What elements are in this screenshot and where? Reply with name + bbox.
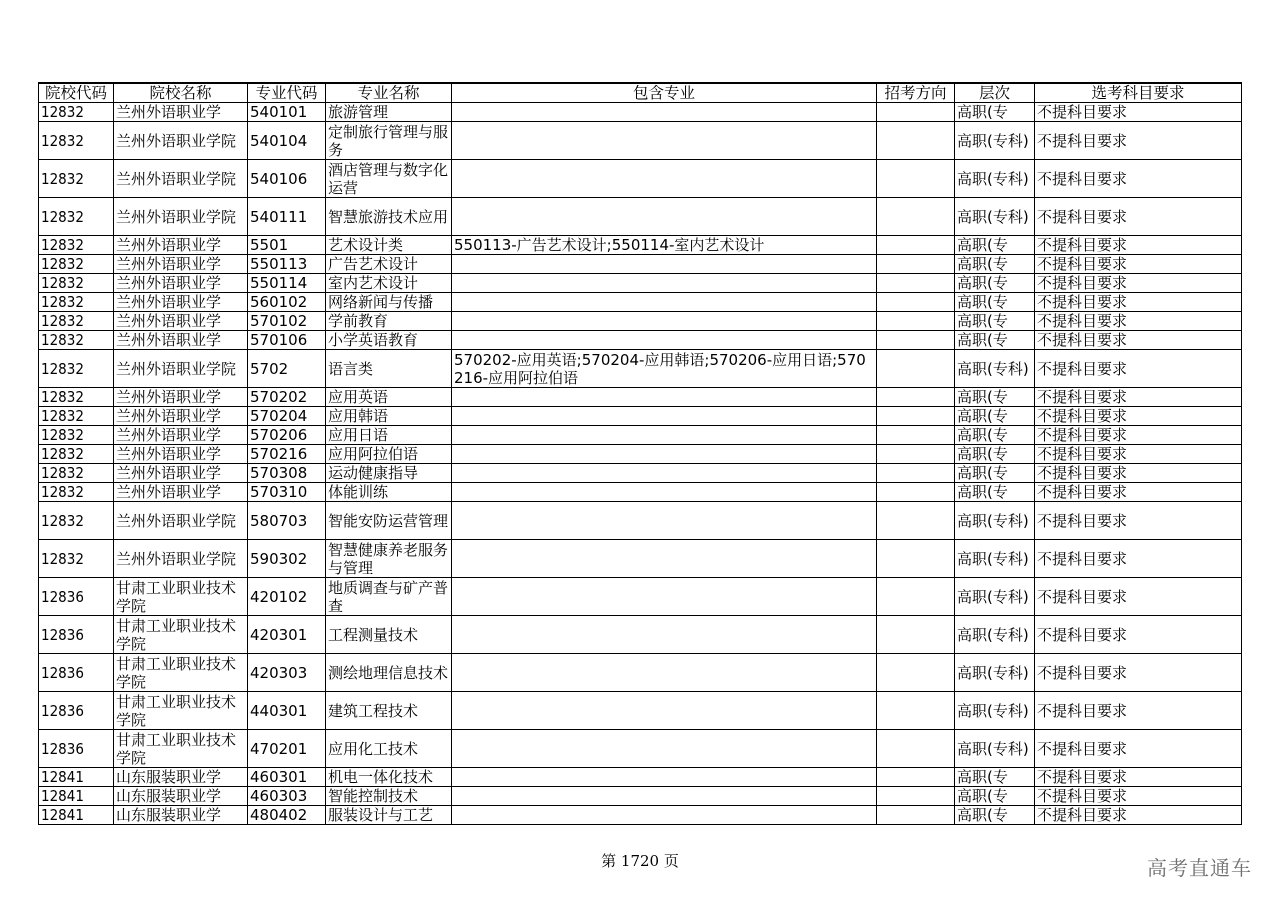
cell-subject-requirement: 不提科目要求	[1035, 502, 1242, 540]
cell-school-code: 12832	[39, 388, 114, 407]
table-row	[39, 255, 1242, 274]
cell-direction	[877, 331, 955, 350]
table-row	[39, 730, 1242, 768]
table-row	[39, 578, 1242, 616]
cell-subject-requirement: 不提科目要求	[1035, 236, 1242, 255]
cell-school-name: 甘肃工业职业技术学院	[114, 730, 248, 768]
cell-included-majors	[452, 198, 877, 236]
cell-major-code: 420301	[248, 616, 326, 654]
cell-major-name: 体能训练	[326, 483, 452, 502]
table-row	[39, 445, 1242, 464]
cell-level: 高职(专	[955, 483, 1035, 502]
table-row	[39, 293, 1242, 312]
table-row	[39, 274, 1242, 293]
table-row	[39, 654, 1242, 692]
cell-direction	[877, 274, 955, 293]
cell-major-code: 590302	[248, 540, 326, 578]
cell-level: 高职(专科)	[955, 616, 1035, 654]
cell-major-code: 540104	[248, 122, 326, 160]
cell-level: 高职(专	[955, 464, 1035, 483]
cell-included-majors	[452, 787, 877, 806]
cell-subject-requirement: 不提科目要求	[1035, 198, 1242, 236]
table-header-row	[39, 83, 1242, 103]
table-row	[39, 616, 1242, 654]
table-row	[39, 198, 1242, 236]
cell-level: 高职(专科)	[955, 730, 1035, 768]
cell-school-name: 兰州外语职业学	[114, 103, 248, 122]
cell-major-code: 420303	[248, 654, 326, 692]
cell-school-code: 12841	[39, 787, 114, 806]
table-row	[39, 388, 1242, 407]
cell-major-code: 480402	[248, 806, 326, 825]
cell-included-majors	[452, 255, 877, 274]
cell-major-code: 540106	[248, 160, 326, 198]
cell-school-name: 兰州外语职业学	[114, 407, 248, 426]
watermark-logo-text: 高考直通车	[1147, 856, 1252, 880]
cell-included-majors	[452, 407, 877, 426]
header-subject-requirement: 选考科目要求	[1035, 83, 1242, 103]
cell-subject-requirement: 不提科目要求	[1035, 331, 1242, 350]
cell-subject-requirement: 不提科目要求	[1035, 464, 1242, 483]
cell-level: 高职(专科)	[955, 122, 1035, 160]
cell-major-name: 旅游管理	[326, 103, 452, 122]
cell-school-name: 兰州外语职业学	[114, 388, 248, 407]
cell-direction	[877, 198, 955, 236]
cell-major-code: 540101	[248, 103, 326, 122]
cell-major-code: 550113	[248, 255, 326, 274]
cell-included-majors	[452, 464, 877, 483]
cell-school-code: 12836	[39, 730, 114, 768]
cell-direction	[877, 236, 955, 255]
cell-major-name: 学前教育	[326, 312, 452, 331]
cell-subject-requirement: 不提科目要求	[1035, 350, 1242, 388]
cell-level: 高职(专	[955, 312, 1035, 331]
table-row	[39, 350, 1242, 388]
cell-school-name: 兰州外语职业学院	[114, 198, 248, 236]
table-row	[39, 160, 1242, 198]
cell-school-code: 12832	[39, 312, 114, 331]
cell-major-code: 560102	[248, 293, 326, 312]
cell-included-majors	[452, 692, 877, 730]
cell-school-name: 兰州外语职业学院	[114, 160, 248, 198]
cell-school-code: 12832	[39, 293, 114, 312]
cell-level: 高职(专	[955, 787, 1035, 806]
cell-included-majors	[452, 483, 877, 502]
cell-direction	[877, 730, 955, 768]
cell-level: 高职(专科)	[955, 578, 1035, 616]
cell-subject-requirement: 不提科目要求	[1035, 160, 1242, 198]
table-row	[39, 787, 1242, 806]
page-number: 第 1720 页	[601, 852, 679, 870]
cell-subject-requirement: 不提科目要求	[1035, 768, 1242, 787]
cell-major-name: 酒店管理与数字化运营	[326, 160, 452, 198]
cell-major-name: 广告艺术设计	[326, 255, 452, 274]
table-row	[39, 426, 1242, 445]
cell-direction	[877, 388, 955, 407]
cell-major-name: 智能控制技术	[326, 787, 452, 806]
cell-included-majors	[452, 426, 877, 445]
cell-direction	[877, 407, 955, 426]
cell-level: 高职(专	[955, 445, 1035, 464]
table-row	[39, 464, 1242, 483]
cell-school-code: 12832	[39, 502, 114, 540]
cell-included-majors	[452, 730, 877, 768]
cell-school-code: 12832	[39, 198, 114, 236]
cell-school-code: 12832	[39, 407, 114, 426]
cell-school-code: 12836	[39, 692, 114, 730]
cell-included-majors	[452, 616, 877, 654]
cell-level: 高职(专	[955, 806, 1035, 825]
table-row	[39, 103, 1242, 122]
header-included-majors: 包含专业	[452, 83, 877, 103]
cell-subject-requirement: 不提科目要求	[1035, 616, 1242, 654]
table-row	[39, 407, 1242, 426]
cell-level: 高职(专	[955, 293, 1035, 312]
cell-school-name: 兰州外语职业学	[114, 312, 248, 331]
header-major-name: 专业名称	[326, 83, 452, 103]
cell-direction	[877, 654, 955, 692]
cell-direction	[877, 540, 955, 578]
cell-included-majors	[452, 768, 877, 787]
cell-direction	[877, 426, 955, 445]
cell-level: 高职(专	[955, 255, 1035, 274]
cell-included-majors	[452, 331, 877, 350]
cell-direction	[877, 350, 955, 388]
cell-school-name: 兰州外语职业学院	[114, 350, 248, 388]
cell-school-code: 12841	[39, 806, 114, 825]
cell-subject-requirement: 不提科目要求	[1035, 692, 1242, 730]
cell-major-code: 460301	[248, 768, 326, 787]
cell-direction	[877, 616, 955, 654]
cell-major-code: 570106	[248, 331, 326, 350]
header-school-name: 院校名称	[114, 83, 248, 103]
cell-direction	[877, 502, 955, 540]
cell-major-name: 运动健康指导	[326, 464, 452, 483]
cell-school-code: 12832	[39, 160, 114, 198]
cell-school-name: 甘肃工业职业技术学院	[114, 616, 248, 654]
cell-school-name: 甘肃工业职业技术学院	[114, 654, 248, 692]
table-row	[39, 331, 1242, 350]
cell-school-name: 兰州外语职业学	[114, 293, 248, 312]
cell-school-code: 12832	[39, 236, 114, 255]
cell-school-name: 山东服装职业学	[114, 768, 248, 787]
cell-subject-requirement: 不提科目要求	[1035, 806, 1242, 825]
cell-major-code: 570308	[248, 464, 326, 483]
cell-direction	[877, 122, 955, 160]
cell-subject-requirement: 不提科目要求	[1035, 654, 1242, 692]
cell-included-majors	[452, 103, 877, 122]
cell-subject-requirement: 不提科目要求	[1035, 787, 1242, 806]
cell-subject-requirement: 不提科目要求	[1035, 255, 1242, 274]
cell-subject-requirement: 不提科目要求	[1035, 293, 1242, 312]
table-row	[39, 236, 1242, 255]
cell-direction	[877, 578, 955, 616]
cell-school-code: 12832	[39, 350, 114, 388]
cell-major-name: 智能安防运营管理	[326, 502, 452, 540]
cell-included-majors	[452, 540, 877, 578]
cell-school-name: 兰州外语职业学	[114, 445, 248, 464]
cell-included-majors	[452, 654, 877, 692]
header-direction: 招考方向	[877, 83, 955, 103]
cell-direction	[877, 160, 955, 198]
cell-major-name: 智慧健康养老服务与管理	[326, 540, 452, 578]
cell-included-majors	[452, 806, 877, 825]
cell-school-code: 12832	[39, 122, 114, 160]
cell-included-majors	[452, 578, 877, 616]
cell-major-code: 570206	[248, 426, 326, 445]
cell-major-name: 应用化工技术	[326, 730, 452, 768]
cell-major-code: 460303	[248, 787, 326, 806]
cell-major-code: 5702	[248, 350, 326, 388]
cell-major-code: 570202	[248, 388, 326, 407]
cell-included-majors	[452, 445, 877, 464]
admissions-table	[38, 82, 1242, 825]
cell-school-code: 12832	[39, 331, 114, 350]
table-row	[39, 312, 1242, 331]
cell-direction	[877, 293, 955, 312]
cell-direction	[877, 806, 955, 825]
cell-major-name: 语言类	[326, 350, 452, 388]
cell-school-code: 12832	[39, 540, 114, 578]
cell-major-code: 570102	[248, 312, 326, 331]
cell-included-majors: 570202-应用英语;570204-应用韩语;570206-应用日语;570216-应用阿拉伯语	[452, 350, 877, 388]
cell-level: 高职(专科)	[955, 540, 1035, 578]
cell-level: 高职(专科)	[955, 692, 1035, 730]
cell-major-code: 580703	[248, 502, 326, 540]
cell-school-name: 山东服装职业学	[114, 806, 248, 825]
cell-school-name: 兰州外语职业学院	[114, 502, 248, 540]
cell-school-name: 兰州外语职业学	[114, 236, 248, 255]
cell-major-name: 智慧旅游技术应用	[326, 198, 452, 236]
cell-major-name: 小学英语教育	[326, 331, 452, 350]
cell-major-name: 网络新闻与传播	[326, 293, 452, 312]
cell-school-code: 12836	[39, 616, 114, 654]
cell-school-name: 兰州外语职业学	[114, 483, 248, 502]
table-row	[39, 806, 1242, 825]
cell-school-name: 兰州外语职业学院	[114, 540, 248, 578]
cell-school-name: 兰州外语职业学	[114, 426, 248, 445]
cell-major-name: 工程测量技术	[326, 616, 452, 654]
cell-direction	[877, 103, 955, 122]
cell-major-code: 440301	[248, 692, 326, 730]
cell-level: 高职(专	[955, 426, 1035, 445]
cell-level: 高职(专	[955, 388, 1035, 407]
table-body	[39, 103, 1242, 825]
cell-school-name: 兰州外语职业学院	[114, 122, 248, 160]
cell-school-code: 12832	[39, 445, 114, 464]
cell-subject-requirement: 不提科目要求	[1035, 274, 1242, 293]
table-row	[39, 122, 1242, 160]
cell-major-code: 550114	[248, 274, 326, 293]
table-row	[39, 540, 1242, 578]
cell-included-majors	[452, 312, 877, 331]
cell-included-majors	[452, 274, 877, 293]
header-major-code: 专业代码	[248, 83, 326, 103]
cell-level: 高职(专科)	[955, 654, 1035, 692]
cell-major-code: 570216	[248, 445, 326, 464]
table-row	[39, 768, 1242, 787]
cell-major-name: 应用日语	[326, 426, 452, 445]
cell-school-name: 甘肃工业职业技术学院	[114, 692, 248, 730]
cell-level: 高职(专	[955, 768, 1035, 787]
header-level: 层次	[955, 83, 1035, 103]
header-school-code: 院校代码	[39, 83, 114, 103]
cell-school-name: 甘肃工业职业技术学院	[114, 578, 248, 616]
cell-major-code: 540111	[248, 198, 326, 236]
cell-included-majors	[452, 293, 877, 312]
cell-subject-requirement: 不提科目要求	[1035, 103, 1242, 122]
cell-included-majors	[452, 388, 877, 407]
cell-level: 高职(专科)	[955, 350, 1035, 388]
cell-subject-requirement: 不提科目要求	[1035, 407, 1242, 426]
cell-level: 高职(专	[955, 236, 1035, 255]
cell-major-code: 5501	[248, 236, 326, 255]
cell-school-code: 12832	[39, 426, 114, 445]
cell-major-name: 室内艺术设计	[326, 274, 452, 293]
table-row	[39, 483, 1242, 502]
cell-subject-requirement: 不提科目要求	[1035, 540, 1242, 578]
cell-included-majors	[452, 122, 877, 160]
cell-school-code: 12832	[39, 464, 114, 483]
cell-school-code: 12841	[39, 768, 114, 787]
cell-school-name: 兰州外语职业学	[114, 331, 248, 350]
cell-included-majors	[452, 160, 877, 198]
cell-major-code: 570204	[248, 407, 326, 426]
cell-subject-requirement: 不提科目要求	[1035, 730, 1242, 768]
cell-direction	[877, 787, 955, 806]
cell-subject-requirement: 不提科目要求	[1035, 483, 1242, 502]
cell-major-name: 建筑工程技术	[326, 692, 452, 730]
cell-level: 高职(专科)	[955, 502, 1035, 540]
cell-subject-requirement: 不提科目要求	[1035, 122, 1242, 160]
cell-subject-requirement: 不提科目要求	[1035, 426, 1242, 445]
cell-subject-requirement: 不提科目要求	[1035, 578, 1242, 616]
cell-major-name: 机电一体化技术	[326, 768, 452, 787]
cell-school-code: 12832	[39, 274, 114, 293]
cell-major-name: 应用阿拉伯语	[326, 445, 452, 464]
cell-major-code: 470201	[248, 730, 326, 768]
cell-subject-requirement: 不提科目要求	[1035, 445, 1242, 464]
cell-level: 高职(专科)	[955, 198, 1035, 236]
cell-major-name: 艺术设计类	[326, 236, 452, 255]
cell-school-code: 12836	[39, 654, 114, 692]
cell-level: 高职(专	[955, 331, 1035, 350]
cell-included-majors	[452, 502, 877, 540]
cell-included-majors: 550113-广告艺术设计;550114-室内艺术设计	[452, 236, 877, 255]
cell-direction	[877, 483, 955, 502]
cell-school-name: 兰州外语职业学	[114, 255, 248, 274]
cell-direction	[877, 768, 955, 787]
table-row	[39, 502, 1242, 540]
cell-major-name: 应用韩语	[326, 407, 452, 426]
cell-direction	[877, 692, 955, 730]
cell-school-code: 12832	[39, 483, 114, 502]
cell-major-name: 定制旅行管理与服务	[326, 122, 452, 160]
cell-school-name: 山东服装职业学	[114, 787, 248, 806]
cell-major-code: 570310	[248, 483, 326, 502]
cell-level: 高职(专科)	[955, 160, 1035, 198]
cell-level: 高职(专	[955, 407, 1035, 426]
cell-direction	[877, 445, 955, 464]
cell-direction	[877, 464, 955, 483]
cell-major-name: 测绘地理信息技术	[326, 654, 452, 692]
cell-subject-requirement: 不提科目要求	[1035, 388, 1242, 407]
cell-level: 高职(专	[955, 274, 1035, 293]
table-row	[39, 692, 1242, 730]
cell-major-name: 应用英语	[326, 388, 452, 407]
cell-school-code: 12832	[39, 255, 114, 274]
cell-school-name: 兰州外语职业学	[114, 464, 248, 483]
cell-level: 高职(专	[955, 103, 1035, 122]
cell-subject-requirement: 不提科目要求	[1035, 312, 1242, 331]
cell-major-name: 地质调查与矿产普查	[326, 578, 452, 616]
cell-major-code: 420102	[248, 578, 326, 616]
cell-direction	[877, 312, 955, 331]
cell-major-name: 服装设计与工艺	[326, 806, 452, 825]
cell-school-code: 12832	[39, 103, 114, 122]
cell-school-name: 兰州外语职业学	[114, 274, 248, 293]
cell-school-code: 12836	[39, 578, 114, 616]
cell-direction	[877, 255, 955, 274]
